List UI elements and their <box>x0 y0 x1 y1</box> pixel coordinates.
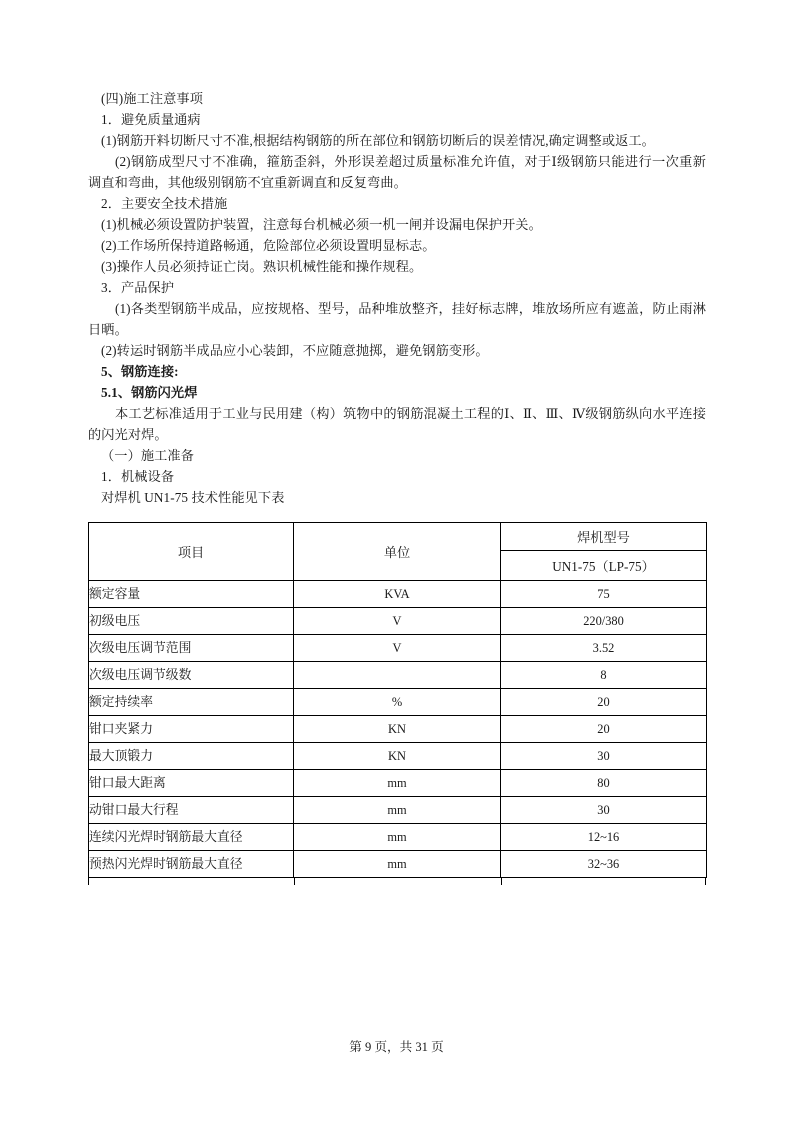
table-cell-name: 次级电压调节级数 <box>89 662 294 689</box>
table-cell-name: 动钳口最大行程 <box>89 797 294 824</box>
table-cell-unit: mm <box>294 770 501 797</box>
table-row <box>89 770 707 797</box>
table-cell-unit: KN <box>294 743 501 770</box>
paragraph-item-3-1: (1)各类型钢筋半成品，应按规格、型号，品种堆放整齐，挂好标志牌，堆放场所应有遮盖，防止雨淋日晒。 <box>88 301 706 337</box>
welder-spec-table <box>88 522 707 878</box>
table-row <box>89 716 707 743</box>
table-cell-unit <box>294 662 501 689</box>
table-continuation-edge <box>88 878 706 885</box>
table-cell-value: 20 <box>501 689 707 716</box>
table-row <box>89 581 707 608</box>
table-cell-unit: V <box>294 608 501 635</box>
paragraph-item-2-1: (1)机械必须设置防护装置，注意每台机械必须一机一闸并设漏电保护开关。 <box>101 217 542 232</box>
table-cell-name: 额定容量 <box>89 581 294 608</box>
paragraph-table-caption: 对焊机 UN1-75 技术性能见下表 <box>101 490 285 505</box>
table-cell-unit: V <box>294 635 501 662</box>
paragraph-item-3: 3．产品保护 <box>101 280 175 295</box>
table-cell-name: 钳口夹紧力 <box>89 716 294 743</box>
table-row <box>89 851 707 878</box>
table-cell-name: 次级电压调节范围 <box>89 635 294 662</box>
table-cell-name: 连续闪光焊时钢筋最大直径 <box>89 824 294 851</box>
heading-5-1-flash-welding: 5.1、钢筋闪光焊 <box>101 385 198 400</box>
table-header-row <box>89 523 707 551</box>
table-cell-unit: % <box>294 689 501 716</box>
table-row <box>89 824 707 851</box>
paragraph-section-heading-notes: (四)施工注意事项 <box>101 91 203 106</box>
table-cell-unit: mm <box>294 797 501 824</box>
table-column-divider <box>501 878 502 885</box>
paragraph-item-mechanical-equipment: 1．机械设备 <box>101 469 175 484</box>
table-cell-value: 12~16 <box>501 824 707 851</box>
table-cell-value: 20 <box>501 716 707 743</box>
table-cell-value: 8 <box>501 662 707 689</box>
table-cell-value: 3.52 <box>501 635 707 662</box>
paragraph-item-1: 1．避免质量通病 <box>101 112 201 127</box>
paragraph-item-1-2: (2)钢筋成型尺寸不准确，箍筋歪斜，外形误差超过质量标准允许值，对于Ⅰ级钢筋只能进行一次重新调直和弯曲，其他级别钢筋不宜重新调直和反复弯曲。 <box>88 154 706 190</box>
paragraph-item-3-2: (2)转运时钢筋半成品应小心装卸，不应随意抛掷，避免钢筋变形。 <box>101 343 489 358</box>
table-cell-name: 钳口最大距离 <box>89 770 294 797</box>
table-cell-name: 额定持续率 <box>89 689 294 716</box>
paragraph-item-2-3: (3)操作人员必须持证亡岗。熟识机械性能和操作规程。 <box>101 259 423 274</box>
table-cell-name: 预热闪光焊时钢筋最大直径 <box>89 851 294 878</box>
table-header-model-group: 焊机型号 <box>501 523 707 551</box>
spec-table-wrapper <box>88 522 706 885</box>
paragraph-section-construction-prep: （一）施工准备 <box>101 448 195 463</box>
table-cell-value: 30 <box>501 797 707 824</box>
table-cell-name: 最大顶锻力 <box>89 743 294 770</box>
table-row <box>89 797 707 824</box>
heading-5-steel-connection: 5、钢筋连接: <box>101 364 179 379</box>
table-header-model-value: UN1-75（LP-75） <box>501 551 707 581</box>
table-header-item: 项目 <box>89 523 294 581</box>
paragraph-item-2-2: (2)工作场所保持道路畅通，危险部位必须设置明显标志。 <box>101 238 436 253</box>
table-row <box>89 635 707 662</box>
table-cell-value: 75 <box>501 581 707 608</box>
paragraph-item-1-1: (1)钢筋开料切断尺寸不准,根据结构钢筋的所在部位和钢筋切断后的误差情况,确定调整或返工。 <box>101 133 655 148</box>
page-content <box>88 88 706 885</box>
table-cell-name: 初级电压 <box>89 608 294 635</box>
page-footer: 第 9 页，共 31 页 <box>349 1040 444 1054</box>
table-cell-value: 32~36 <box>501 851 707 878</box>
table-row <box>89 662 707 689</box>
table-cell-unit: KVA <box>294 581 501 608</box>
table-cell-unit: mm <box>294 824 501 851</box>
table-cell-unit: mm <box>294 851 501 878</box>
table-cell-unit: KN <box>294 716 501 743</box>
table-header-unit: 单位 <box>294 523 501 581</box>
paragraph-scope-statement: 本工艺标准适用于工业与民用建（构）筑物中的钢筋混凝土工程的Ⅰ、Ⅱ、Ⅲ、Ⅳ级钢筋纵向水平连接的闪光对焊。 <box>88 406 706 442</box>
paragraph-item-2: 2．主要安全技术措施 <box>101 196 228 211</box>
table-cell-value: 30 <box>501 743 707 770</box>
table-cell-value: 220/380 <box>501 608 707 635</box>
table-row <box>89 689 707 716</box>
table-row <box>89 743 707 770</box>
table-column-divider <box>294 878 295 885</box>
table-cell-value: 80 <box>501 770 707 797</box>
table-row <box>89 608 707 635</box>
